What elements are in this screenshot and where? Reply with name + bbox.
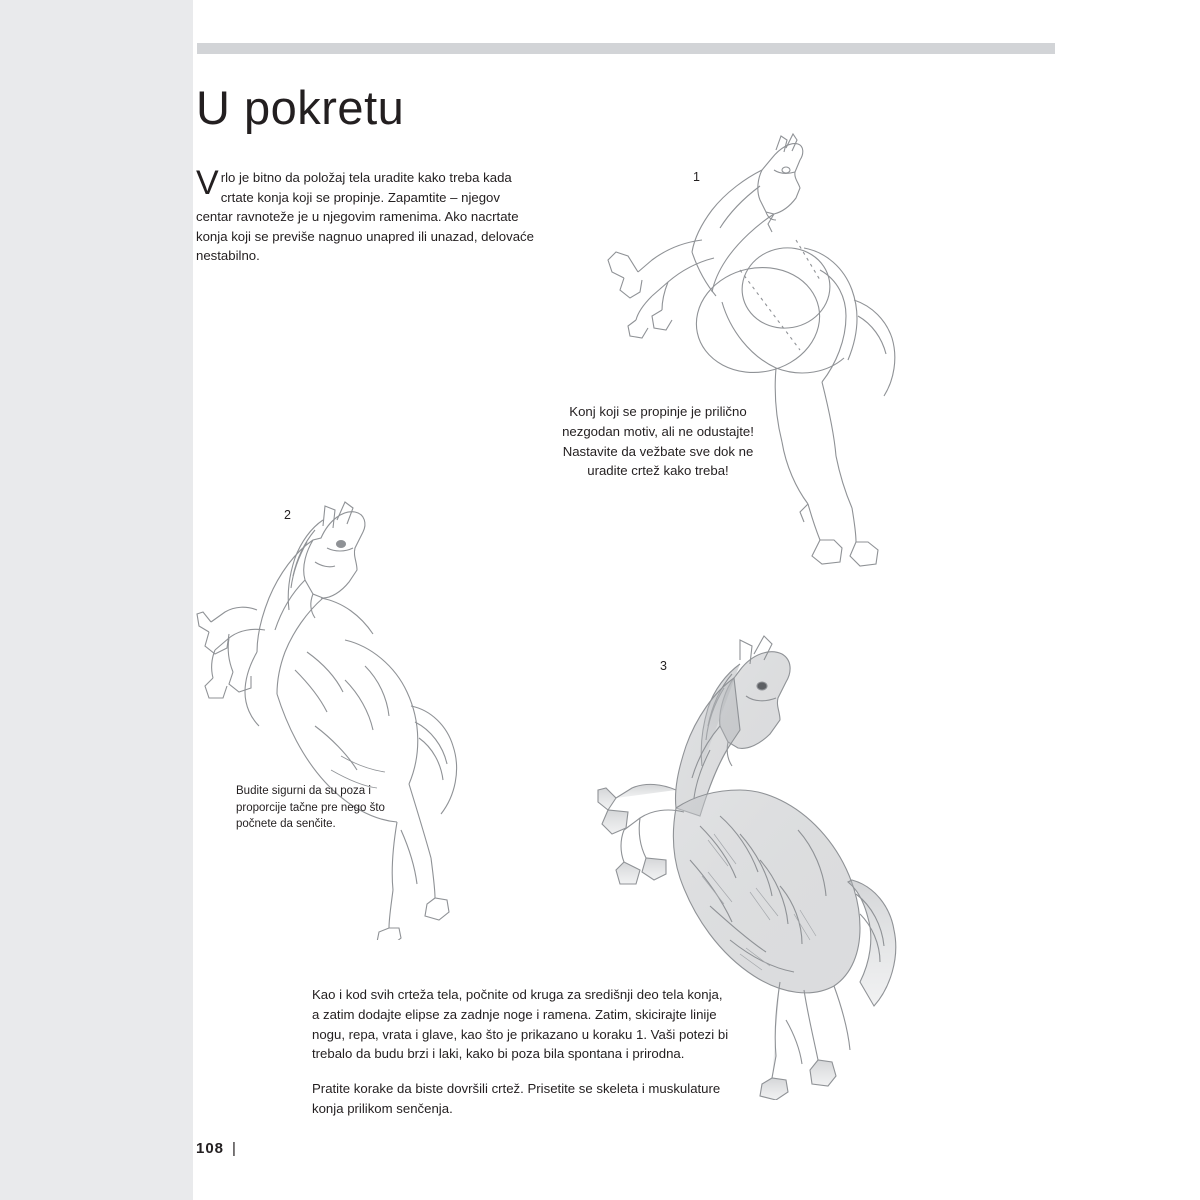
caption-left-mid: Budite sigurni da su poza i proporcije tačne pre nego što počnete da senčite. xyxy=(236,785,385,831)
caption-bottom xyxy=(312,985,732,1119)
caption-bottom-paragraph-2: Pratite korake da biste dovršili crtež. Prisetite se skeleta i muskulature konja prilikom senčenja. xyxy=(312,1081,721,1116)
step-number-1: 1 xyxy=(693,170,700,184)
step-number-3: 3 xyxy=(660,659,667,673)
caption-bottom-paragraph-1: Kao i kod svih crteža tela, počnite od kruga za središnji deo tela konja, a zatim dodajte elipse za zadnje noge i ramena. Zatim, skicirajte linije nogu, repa, vrata i glave, kao što je prikazano u koraku 1. Vaši potezi bi trebalo da budu brzi i laki, kako bi poza bila spontana i prirodna. xyxy=(312,987,729,1062)
header-rule xyxy=(197,43,1055,54)
right-margin xyxy=(1055,0,1200,1200)
intro-text: rlo je bitno da položaj tela uradite kako treba kada crtate konja koji se propinje. Zapamtite – njegov centar ravnoteže je u njegovim ramenima. Ako nacrtate konja koji se previše nagnuo unapred ili unazad, delovaće nestabilno. xyxy=(196,170,534,264)
illustration-step-1 xyxy=(590,120,930,600)
page-title: U pokretu xyxy=(196,81,405,134)
folio-number: 108 xyxy=(196,1140,225,1157)
caption-right-top: Konj koji se propinje je prilično nezgodan motiv, ali ne odustajte! Nastavite da vežbate sve dok ne uradite crtež kako treba! xyxy=(562,404,754,479)
step-number-2: 2 xyxy=(284,508,291,522)
folio-rule: | xyxy=(232,1140,237,1157)
left-margin-band xyxy=(0,0,193,1200)
drop-cap: V xyxy=(196,164,219,202)
intro-paragraph xyxy=(196,164,534,266)
illustration-step-2 xyxy=(195,470,575,940)
page-folio xyxy=(196,1140,237,1157)
